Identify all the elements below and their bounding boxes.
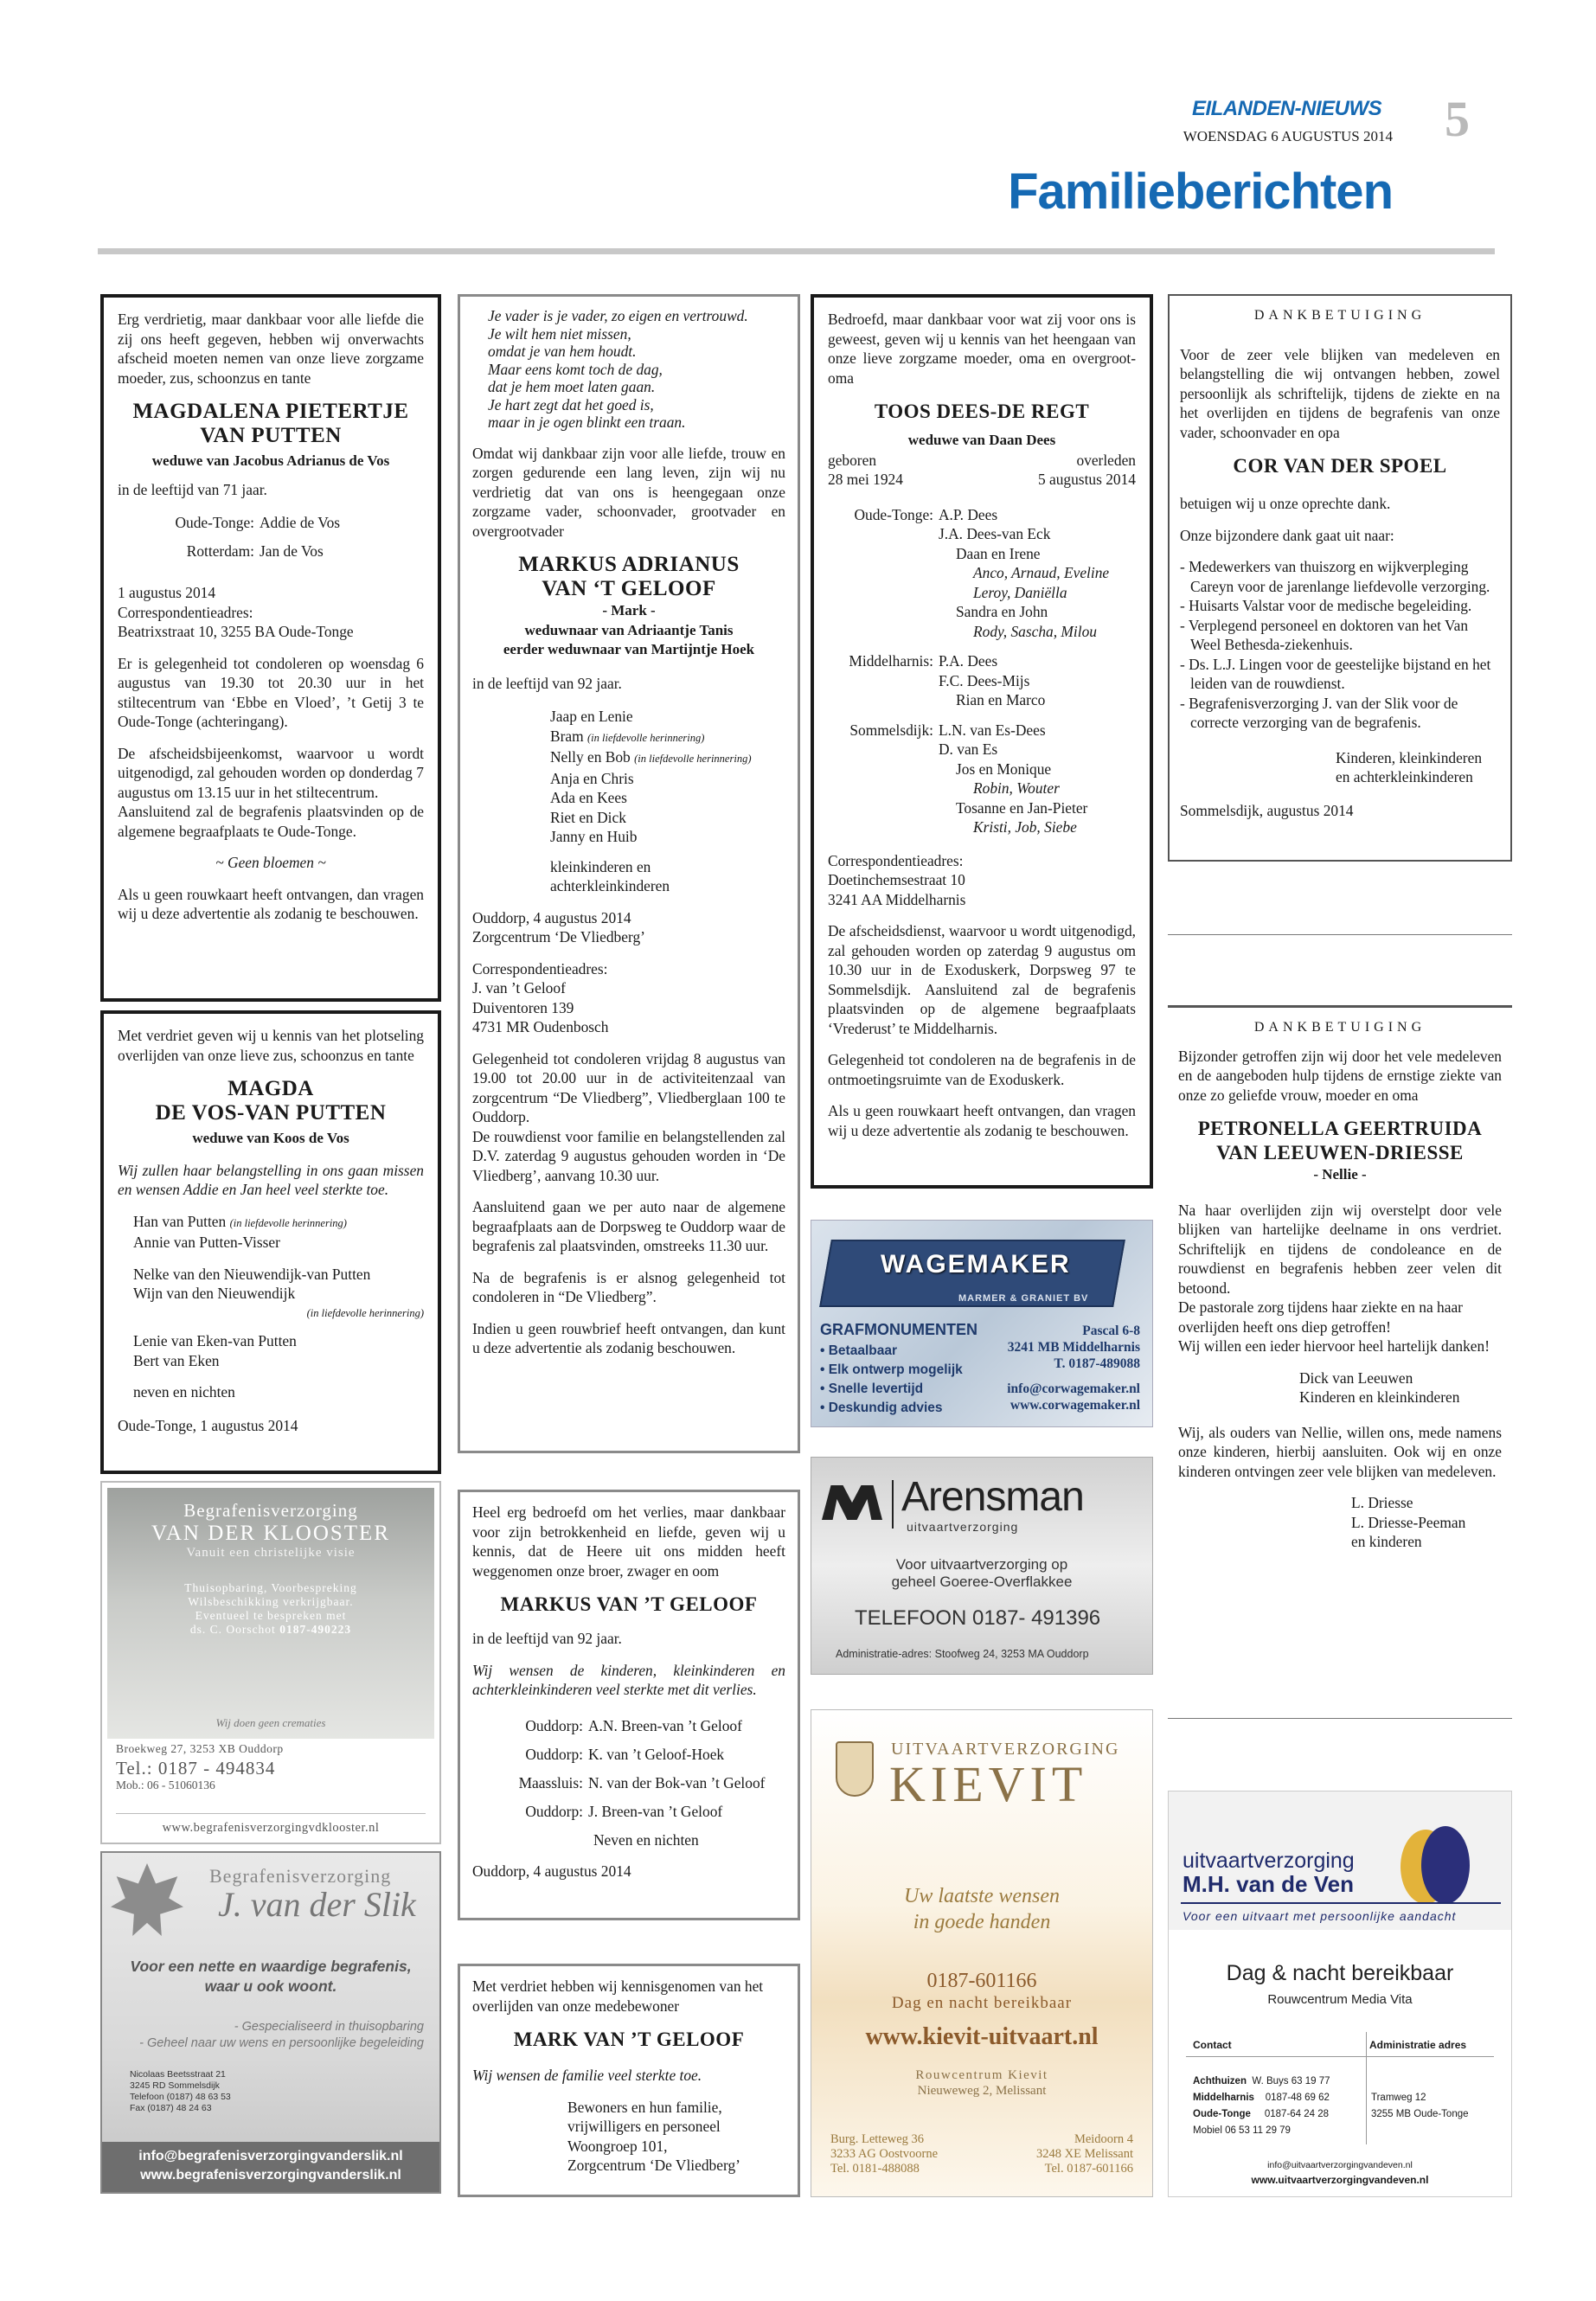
burial-info: Aansluitend zal de begrafenis plaatsvinden op de algemene begraafplaats te Oude-Tonge. — [118, 803, 424, 840]
widower-line-2: eerder weduwnaar van Martijntje Hoek — [503, 641, 755, 657]
family-row: Leroy, Daniëlla — [973, 583, 1067, 601]
relative-row: Maassluis: N. van der Bok-van ’t Geloof — [518, 1773, 766, 1791]
family-row: Middelharnis: P.A. Dees — [849, 652, 998, 670]
arensman-logo-icon — [822, 1485, 882, 1520]
slik-ad: Begrafenisverzorging J. van der Slik Voor een nette en waardige begrafenis, waar u ook woont. - Gespecialiseerd in thuisopbaring - Geheel naar uw wens en persoonlijke begeleiding Nicolaas Beetsstraat 21 3245 RD Sommelsdijk Telefoon (0187) 48 63 53 Fax (0187) 48 24 63 info@begrafenisverzorgingvanderslik.nl www.begrafenisverzorgingvanderslik.nl — [100, 1851, 441, 2194]
family-row: Robin, Wouter — [973, 779, 1060, 797]
card-note: Als u geen rouwkaart heeft ontvangen, dan vragen wij u deze advertentie als zodanig te beschouwen. — [118, 885, 424, 922]
klooster-mobile: Mob.: 06 - 51060136 — [116, 1779, 215, 1791]
deceased-name: PETRONELLA GEERTRUIDA — [1197, 1118, 1483, 1139]
corr-label: Correspondentieadres: — [828, 851, 964, 869]
family-row: D. van Es — [939, 740, 998, 758]
section-title: Familieberichten — [1008, 163, 1393, 220]
vandeven-ad: uitvaartverzorging M.H. van de Ven Voor een uitvaart met persoonlijke aandacht Dag & nacht bereikbaar Rouwcentrum Media Vita Contact Administratie adres Achthuizen W. Buys 63 19 77 Middelharnis 0187-48 69 62 Oude-Tonge 0187-64 24 28 Mobiel 06 53 11 29 79 Tramweg 12 3255 MB Oude-Tonge info@uitvaartverzorgingvandeven.nl www.uitvaartverzorgingvandeven.nl — [1168, 1791, 1512, 2197]
notice-date: 1 augustus 2014 — [118, 584, 216, 601]
wagemaker-title: GRAFMONUMENTEN — [820, 1321, 977, 1338]
nickname: - Nellie - — [1313, 1166, 1367, 1183]
kievit-logo: KIEVIT — [889, 1756, 1088, 1812]
thanks-notice-leeuwen — [1168, 1005, 1512, 1645]
farewell-info: De afscheidsbijeenkomst, waarvoor u wordt uitgenodigd, zal gehouden worden op donderdag 7 augustus om 13.15 uur in het stiltecentrum. — [118, 744, 424, 801]
death-notice-magdalena — [100, 294, 441, 1002]
arensman-logo: Arensman — [901, 1474, 1084, 1520]
arensman-sub: uitvaartverzorging — [907, 1520, 1019, 1534]
burial-info: Aansluitend gaan we per auto naar de algemene begraafplaats aan de Dorpsweg te Ouddorp waar de begrafenis zal plaatsvinden, omstreeks 11.30 uur. — [472, 1198, 785, 1254]
forest-photo: Begrafenisverzorging VAN DER KLOOSTER Vanuit een christelijke visie Thuisopbaring, Voorbespreking Wilsbeschikking verkrijgbaar. Eventueel te bespreken met ds. C. Oorschot 0187-490223 Wij doen geen crematies — [107, 1488, 434, 1739]
deceased-name: COR VAN DER SPOEL — [1233, 455, 1447, 477]
deceased-name: MAGDALENA PIETERTJE — [132, 400, 409, 423]
corr-line: 3241 AA Middelharnis — [828, 890, 966, 908]
corr-label: Correspondentieadres: — [472, 959, 608, 977]
family-row: J.A. Dees-van Eck — [939, 525, 1051, 542]
thanks-intro: Voor de zeer vele blijken van medeleven en belangstelling die wij ontvangen hebben, zowel persoonlijk als schriftelijk, tijdens de ziekte en na het overlijden en tijdens de begrafenis van onze vader, schoonvader en opa — [1180, 345, 1500, 441]
deceased-name-2: VAN ‘T GELOOF — [542, 577, 716, 600]
parents-signature: L. Driesse L. Driesse-Peeman en kinderen — [1351, 1494, 1466, 1550]
no-flowers: ~ Geen bloemen ~ — [215, 854, 326, 871]
family-row: Rian en Marco — [956, 691, 1046, 708]
notice-intro: Met verdriet geven wij u kennis van het plotseling overlijden van onze lieve zus, schoonzus en tante — [118, 1027, 424, 1064]
service-info: De rouwdienst voor familie en belangstellenden zal D.V. zaterdag 9 augustus gehouden worden in ‘De Vliedberg’, aanvang 10.30 uur. — [472, 1127, 785, 1184]
klooster-address: Broekweg 27, 3253 XB Ouddorp — [116, 1742, 284, 1755]
family-row: Anco, Arnaud, Eveline — [973, 564, 1110, 581]
klooster-ad — [100, 1481, 441, 1844]
deceased-name: MARKUS VAN ’T GELOOF — [500, 1593, 758, 1615]
thanks-title: DANKBETUIGING — [1253, 1020, 1426, 1035]
notice-place-date: Oude-Tonge, 1 augustus 2014 — [118, 1416, 298, 1434]
divider — [1168, 934, 1512, 935]
card-note: Indien u geen rouwbrief heeft ontvangen, dan kunt u deze advertentie als zodanig beschouwen. — [472, 1319, 785, 1356]
notice-place-date: Ouddorp, 4 augustus 2014 — [472, 1862, 631, 1880]
notice-intro: Erg verdrietig, maar dankbaar voor alle liefde die zij ons heeft gegeven, hebben wij onverwachts afscheid moeten nemen van onze lieve zorgzame moeder, zus, schoonzus en tante — [118, 311, 424, 387]
wagemaker-ad: WAGEMAKER MARMER & GRANIET BV GRAFMONUMENTEN • Betaalbaar • Elk ontwerp mogelijk • Snelle levertijd • Deskundig advies Pascal 6-8 3241 MB Middelharnis T. 0187-489088 info@corwagemaker.nl www.corwagemaker.nl — [811, 1220, 1153, 1427]
notice-intro: Heel erg bedroefd om het verlies, maar dankbaar voor zijn betrokkenheid en liefde, geven wij u kennis, dat de Heere uit ons midden heeft weggenomen onze broer, zwager en oom — [472, 1503, 785, 1580]
signature: Dick van Leeuwen Kinderen en kleinkinderen — [1299, 1368, 1460, 1406]
family-row: Sandra en John — [956, 603, 1048, 620]
corr-line: 4731 MR Oudenbosch — [472, 1018, 609, 1035]
age-line: in de leeftijd van 71 jaar. — [118, 480, 267, 498]
deceased-name: MARKUS ADRIANUS — [518, 553, 740, 576]
relative-row: Oude-Tonge: Addie de Vos — [175, 514, 341, 531]
family-row: Tosanne en Jan-Pieter — [956, 798, 1088, 817]
deceased-name: MAGDA — [228, 1077, 314, 1100]
corr-line: Duiventoren 139 — [472, 998, 574, 1016]
family-row: Daan en Irene — [956, 544, 1041, 562]
thanks-body: Na haar overlijden zijn wij overstelpt door vele blijken van hartelijke deelname in ons verdriet. Schriftelijk en tijdens de condoleance en de rouwdienst en begrafenis hebben zeer velen dit betoond. — [1178, 1201, 1502, 1297]
thanks-title: DANKBETUIGING — [1253, 308, 1426, 323]
header-rule — [98, 248, 1495, 254]
deceased-name: TOOS DEES-DE REGT — [874, 401, 1090, 422]
wish-text: Wij wensen de kinderen, kleinkinderen en achterkleinkinderen veel sterkte met dit verlies. — [472, 1661, 785, 1698]
death-notice-markus — [458, 1490, 800, 1920]
thanks-list: - Medewerkers van thuiszorg en wijkverpleging Careyn voor de jarenlange liefdevolle verzorging. - Huisarts Valstar voor de medische begeleiding. - Verplegend personeel en doktoren van het Van Weel Bethesda-ziekenhuis. - Ds. L.J. Lingen voor de geestelijke bijstand en het leiden van de rouwdienst. - Begrafenisverzorging J. van der Slik voor de correcte verzorging van de begrafenis. — [1180, 558, 1491, 731]
corr-line: Doetinchemsestraat 10 — [828, 871, 965, 888]
vandeven-website[interactable]: www.uitvaartverzorgingvandeven.nl — [1251, 2174, 1429, 2186]
condolence-info: Gelegenheid tot condoleren vrijdag 8 augustus van 19.00 tot 20.00 uur in de activiteitenzaal van zorgcentrum “De Vliedberg”, Vliedberglaan 100 te Ouddorp. — [472, 1049, 785, 1125]
wagemaker-logo: WAGEMAKER — [881, 1250, 1071, 1279]
thanks-line: betuigen wij u onze oprechte dank. — [1180, 495, 1391, 512]
notice-intro: Bedroefd, maar dankbaar voor wat zij voor ons is geweest, geven wij u kennis van het heengaan van onze lieve zorgzame moeder, oma en overgroot-oma — [828, 311, 1136, 387]
after-info: Na de begrafenis is er alsnog gelegenheid tot condoleren in “De Vliedberg”. — [472, 1268, 785, 1305]
death-notice-magda — [100, 1010, 441, 1474]
family-list: Jaap en Lenie Bram (in liefdevolle herinnering) Nelly en Bob (in liefdevolle herinnering) Anja en Chris Ada en Kees Riet en Dick Janny en Huib kleinkinderen en achterkleinkinderen — [550, 708, 752, 894]
wish-text: Wij wensen de familie veel sterkte toe. — [472, 2067, 702, 2084]
wagemaker-email[interactable]: info@corwagemaker.nl — [1007, 1381, 1140, 1396]
condolence-info: Gelegenheid tot condoleren na de begrafenis in de ontmoetingsruimte van de Exoduskerk. — [828, 1051, 1136, 1088]
kievit-website[interactable]: www.kievit-uitvaart.nl — [865, 2023, 1099, 2050]
notice-intro: Met verdriet hebben wij kennisgenomen van het overlijden van onze medebewoner — [472, 1977, 764, 2015]
service-info: De afscheidsdienst, waarvoor u wordt uitgenodigd, zal gehouden worden op zaterdag 9 augustus om 10.30 uur in de Exoduskerk, Dorpsweg 97 te Sommelsdijk. Aansluitend zal de begrafenis plaatsvinden op de algemene begraafplaats ‘Vrederust’ te Middelharnis. — [828, 922, 1136, 1037]
relative-row: Ouddorp: A.N. Breen-van ’t Geloof — [525, 1716, 742, 1734]
page-number: 5 — [1445, 91, 1470, 147]
condolence-info: Er is gelegenheid tot condoleren op woensdag 6 augustus van 19.30 tot 20.30 uur in het stiltecentrum van ‘Ebbe en Vloed’, ’t Getij 3 te Oude-Tonge (achteringang). — [118, 654, 424, 730]
issue-date: WOENSDAG 6 AUGUSTUS 2014 — [1183, 128, 1393, 144]
signature: Bewoners en hun familie, vrijwilligers en personeel Woongroep 101, Zorgcentrum ‘De Vliedberg’ — [567, 2098, 740, 2174]
widower-line: weduwnaar van Adriaantje Tanis — [524, 621, 734, 638]
deceased-name: MARK VAN ’T GELOOF — [513, 2029, 745, 2050]
thanks-body-3: Wij willen een ieder hiervoor heel hartelijk danken! — [1178, 1337, 1490, 1355]
widow-line: weduwe van Daan Dees — [907, 432, 1056, 448]
family-list: Han van Putten (in liefdevolle herinnering) Annie van Putten-Visser Nelke van den Nieuwendijk-van Putten Wijn van den Nieuwendijk (in liefdevolle herinnering) Lenie van Eken-van Putten Bert van Eken neven en nichten — [133, 1212, 424, 1400]
kievit-ad: UITVAARTVERZORGING KIEVIT Uw laatste wensen in goede handen 0187-601166 Dag en nacht bereikbaar www.kievit-uitvaart.nl Rouwcentrum Kievit Nieuweweg 2, Melissant Burg. Letteweg 36 3233 AG Oostvoorne Tel. 0181-488088 Meidoorn 4 3248 XE Melissant Tel. 0187-601166 — [811, 1709, 1153, 2197]
signature: Kinderen, kleinkinderen en achterkleinkinderen — [1336, 748, 1483, 785]
relative-row: Ouddorp: K. van ’t Geloof-Hoek — [525, 1745, 725, 1763]
wagemaker-sub: MARMER & GRANIET BV — [958, 1293, 1089, 1304]
logo-mark-navy — [1421, 1826, 1470, 1904]
wagemaker-website[interactable]: www.corwagemaker.nl — [1010, 1398, 1140, 1413]
vandeven-email[interactable]: info@uitvaartverzorgingvandeven.nl — [1267, 2160, 1413, 2170]
leaf-icon — [111, 1863, 183, 1936]
thanks-intro: Bijzonder getroffen zijn wij door het vele medeleven en de aangeboden hulp tijdens de ernstige ziekte van onze zo geliefde vrouw, moeder en oma — [1178, 1047, 1502, 1104]
vandeven-logo: uitvaartverzorging — [1183, 1849, 1355, 1873]
age-line: in de leeftijd van 92 jaar. — [472, 674, 622, 692]
deceased-name-2: DE VOS-VAN PUTTEN — [155, 1101, 387, 1125]
thanks-body-2: De pastorale zorg tijdens haar ziekte en na haar overlijden heeft ons diep getroffen! — [1178, 1298, 1463, 1336]
nephews: Neven en nichten — [593, 1830, 699, 1849]
family-row: Kristi, Job, Siebe — [973, 818, 1077, 836]
family-row: F.C. Dees-Mijs — [939, 671, 1030, 689]
nickname: - Mark - — [602, 602, 656, 619]
relative-row: Ouddorp: J. Breen-van ’t Geloof — [525, 1802, 723, 1820]
corr-address: Beatrixstraat 10, 3255 BA Oude-Tonge — [118, 623, 354, 640]
family-row: Jos en Monique — [956, 760, 1052, 778]
poem: Je vader is je vader, zo eigen en vertrouwd. Je wilt hem niet missen, omdat je van hem houdt. Maar eens komt toch de dag, dat je hem moet laten gaan. Je hart zegt dat het goed is, maar in je ogen blinkt een traan. — [488, 307, 748, 431]
family-row: Sommelsdijk: L.N. van Es-Dees — [849, 721, 1046, 739]
death-notice-toos — [811, 294, 1153, 1189]
family-row: Rody, Sascha, Milou — [973, 622, 1097, 640]
dates-labels: geboren overleden — [828, 451, 1136, 469]
family-list — [828, 505, 1136, 837]
parents-note: Wij, als ouders van Nellie, willen ons, mede namens onze kinderen, hierbij aansluiten. Ook wij en onze kinderen ontvingen zeer vele blijken van medeleven. — [1178, 1423, 1502, 1480]
care-home: Zorgcentrum ‘De Vliedberg’ — [472, 928, 645, 945]
widow-line: weduwe van Jacobus Adrianus de Vos — [151, 452, 390, 469]
arensman-ad: Arensman uitvaartverzorging Voor uitvaartverzorging op geheel Goeree-Overflakkee TELEFOON 0187- 491396 Administratie-adres: Stoofweg 24, 3253 MA Ouddorp — [811, 1457, 1153, 1675]
card-note: Als u geen rouwkaart heeft ontvangen, dan vragen wij u deze advertentie als zodanig te beschouwen. — [828, 1102, 1136, 1139]
notice-mark-care-home — [458, 1964, 800, 2197]
deceased-name-2: VAN PUTTEN — [200, 424, 342, 447]
vandeven-availability: Dag & nacht bereikbaar — [1226, 1961, 1454, 1985]
widow-line: weduwe van Koos de Vos — [192, 1130, 349, 1146]
deceased-name-2: VAN LEEUWEN-DRIESSE — [1216, 1142, 1464, 1163]
relative-row: Rotterdam: Jan de Vos — [186, 542, 324, 560]
thanks-notice-spoel — [1168, 294, 1512, 862]
wish-text: Wij zullen haar belangstelling in ons gaan missen en wensen Addie en Jan heel veel sterkte toe. — [118, 1161, 424, 1198]
crest-icon — [836, 1741, 874, 1797]
notice-place-date: Ouddorp, 4 augustus 2014 — [472, 908, 631, 926]
notice-intro: Omdat wij dankbaar zijn voor alle liefde, trouw en zorgen gedurende een lang leven, zijn wij nu verdrietig dat van ons is heengegaan onze zorgzame vader, schoonvader, grootvader en overgrootvader — [472, 444, 785, 540]
death-notice-markus-adrianus — [458, 294, 800, 1453]
corr-label: Correspondentieadres: — [118, 603, 253, 621]
brand-logo: EILANDEN-NIEUWS — [1192, 97, 1382, 120]
corr-line: J. van ’t Geloof — [472, 979, 566, 997]
notice-place-date: Sommelsdijk, augustus 2014 — [1180, 801, 1354, 819]
arensman-address: Administratie-adres: Stoofweg 24, 3253 MA Ouddorp — [836, 1648, 1089, 1660]
slik-website[interactable]: www.begrafenisverzorgingvanderslik.nl — [140, 2168, 401, 2182]
dates-values: 28 mei 1924 5 augustus 2014 — [828, 471, 1136, 488]
slik-email[interactable]: info@begrafenisverzorgingvanderslik.nl — [138, 2149, 403, 2163]
divider — [1168, 1718, 1512, 1719]
kievit-phone: 0187-601166 — [926, 1970, 1037, 1992]
klooster-phone: Tel.: 0187 - 494834 — [116, 1758, 276, 1779]
klooster-website[interactable]: www.begrafenisverzorgingvdklooster.nl — [116, 1813, 426, 1836]
special-thanks-label: Onze bijzondere dank gaat uit naar: — [1180, 526, 1394, 544]
arensman-phone: TELEFOON 0187- 491396 — [855, 1606, 1101, 1630]
family-row: Oude-Tonge: A.P. Dees — [854, 505, 998, 523]
age-line: in de leeftijd van 92 jaar. — [472, 1630, 622, 1647]
